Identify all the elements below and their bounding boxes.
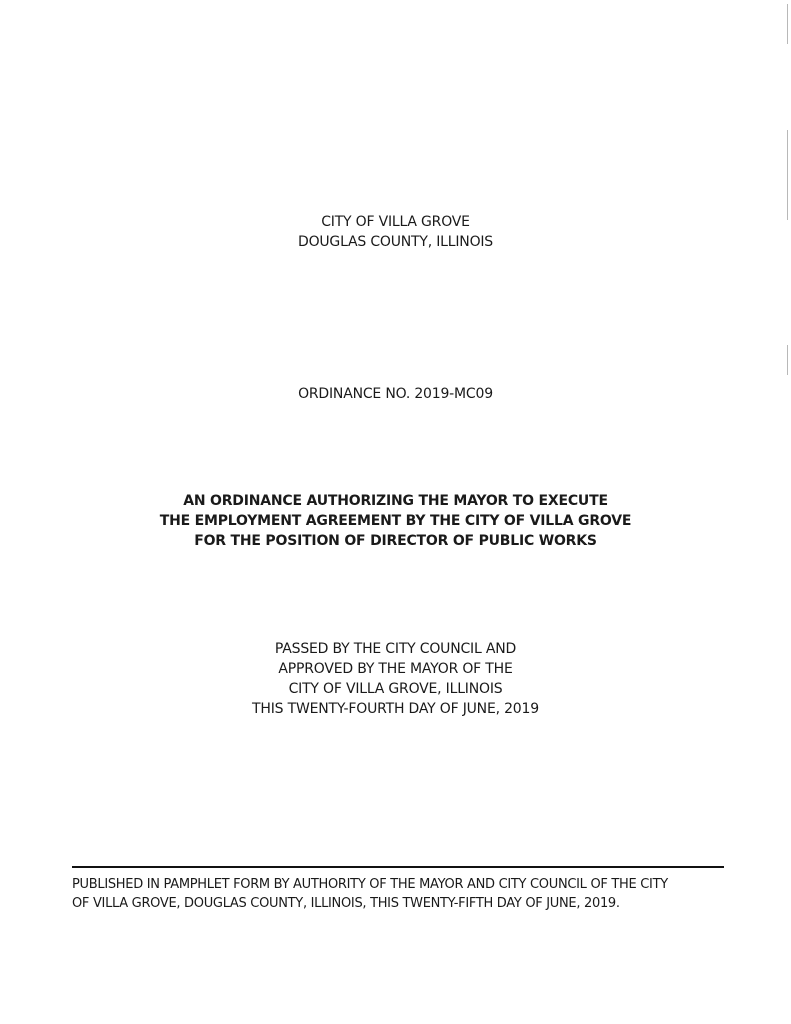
passage-statement	[0, 639, 791, 719]
scan-artifact	[787, 4, 788, 44]
scan-artifact	[787, 130, 788, 220]
passage-line: APPROVED BY THE MAYOR OF THE	[278, 661, 513, 677]
document-header	[0, 212, 791, 252]
scan-artifact	[787, 345, 788, 375]
county-name: DOUGLAS COUNTY, ILLINOIS	[297, 234, 493, 250]
ordinance-number-block	[0, 384, 791, 404]
title-line: THE EMPLOYMENT AGREEMENT BY THE CITY OF VILLA GROVE	[159, 513, 632, 529]
title-line: FOR THE POSITION OF DIRECTOR OF PUBLIC WORKS	[194, 533, 597, 549]
passage-line: CITY OF VILLA GROVE, ILLINOIS	[288, 681, 503, 697]
passage-line: PASSED BY THE CITY COUNCIL AND	[274, 641, 517, 657]
publication-line: OF VILLA GROVE, DOUGLAS COUNTY, ILLINOIS, THIS TWENTY-FIFTH DAY OF JUNE, 2019.	[72, 896, 620, 911]
publication-line: PUBLISHED IN PAMPHLET FORM BY AUTHORITY OF THE MAYOR AND CITY COUNCIL OF THE CITY	[72, 877, 668, 892]
footer-divider	[72, 866, 724, 868]
city-name: CITY OF VILLA GROVE	[321, 214, 470, 230]
title-line: AN ORDINANCE AUTHORIZING THE MAYOR TO EXECUTE	[183, 493, 608, 509]
passage-line: THIS TWENTY-FOURTH DAY OF JUNE, 2019	[252, 701, 539, 717]
ordinance-number: ORDINANCE NO. 2019-MC09	[298, 386, 493, 402]
ordinance-title	[0, 491, 791, 551]
publication-notice	[72, 875, 732, 913]
